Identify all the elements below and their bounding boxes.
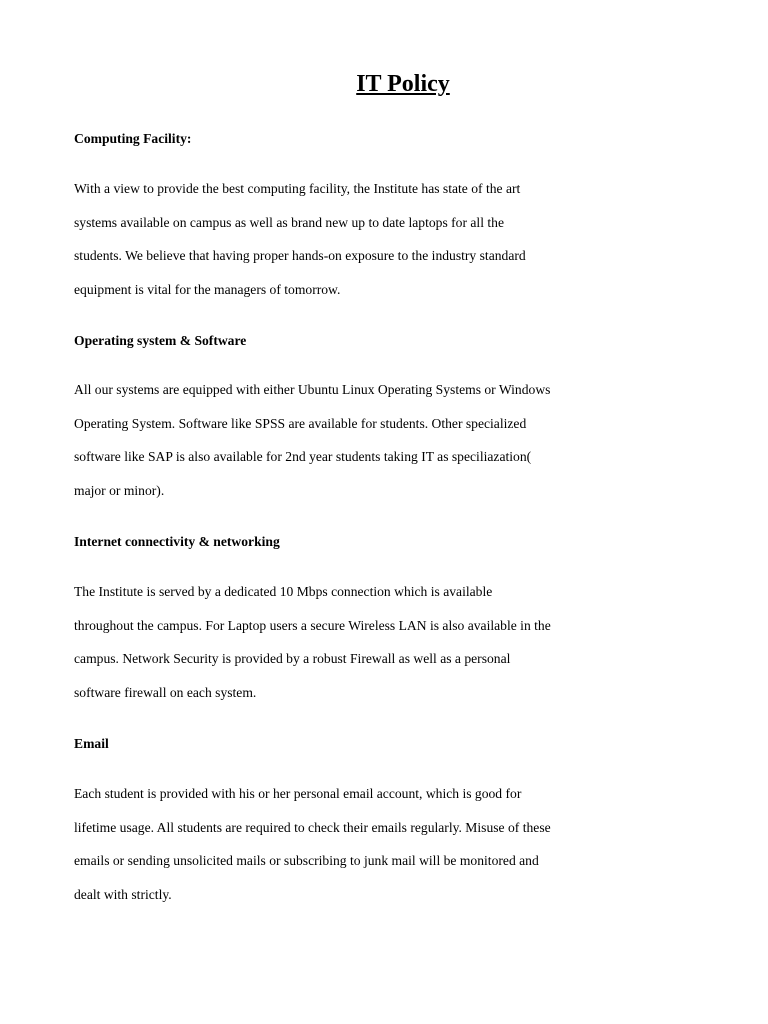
page-title: IT Policy [356,71,450,97]
section-body-computing-facility [74,172,634,307]
paragraph-line: throughout the campus. For Laptop users a secure Wireless LAN is also available in the [74,617,551,633]
paragraph-line: Each student is provided with his or her personal email account, which is good for [74,786,522,801]
section-body-operating-system [74,373,634,508]
paragraph-line: systems available on campus as well as brand new up to date laptops for all the [74,214,504,230]
paragraph-line: students. We believe that having proper hands-on exposure to the industry standard [74,248,526,264]
section-body-internet-connectivity [74,575,634,710]
paragraph-line: emails or sending unsolicited mails or subscribing to junk mail will be monitored and [74,853,539,869]
paragraph-line: All our systems are equipped with either Ubuntu Linux Operating Systems or Windows [74,382,551,397]
paragraph-line: Operating System. Software like SPSS are available for students. Other specialized [74,415,527,431]
paragraph-line: software like SAP is also available for 2nd year students taking IT as speciliazation( [74,449,532,465]
paragraph-line: dealt with strictly. [74,887,172,903]
section-heading-email: Email [74,736,109,751]
paragraph-line: campus. Network Security is provided by a robust Firewall as well as a personal [74,651,511,667]
paragraph-line: equipment is vital for the managers of tomorrow. [74,282,341,298]
paragraph-line: software firewall on each system. [74,685,257,701]
section-heading-internet-connectivity: Internet connectivity & networking [74,534,280,549]
paragraph-line: lifetime usage. All students are required to check their emails regularly. Misuse of these [74,819,551,835]
paragraph-line: With a view to provide the best computing facility, the Institute has state of the art [74,181,521,196]
paragraph-line: major or minor). [74,483,165,499]
section-heading-computing-facility: Computing Facility: [74,131,192,146]
section-body-email [74,777,634,912]
paragraph-line: The Institute is served by a dedicated 10 Mbps connection which is available [74,584,493,599]
section-heading-operating-system: Operating system & Software [74,333,247,348]
